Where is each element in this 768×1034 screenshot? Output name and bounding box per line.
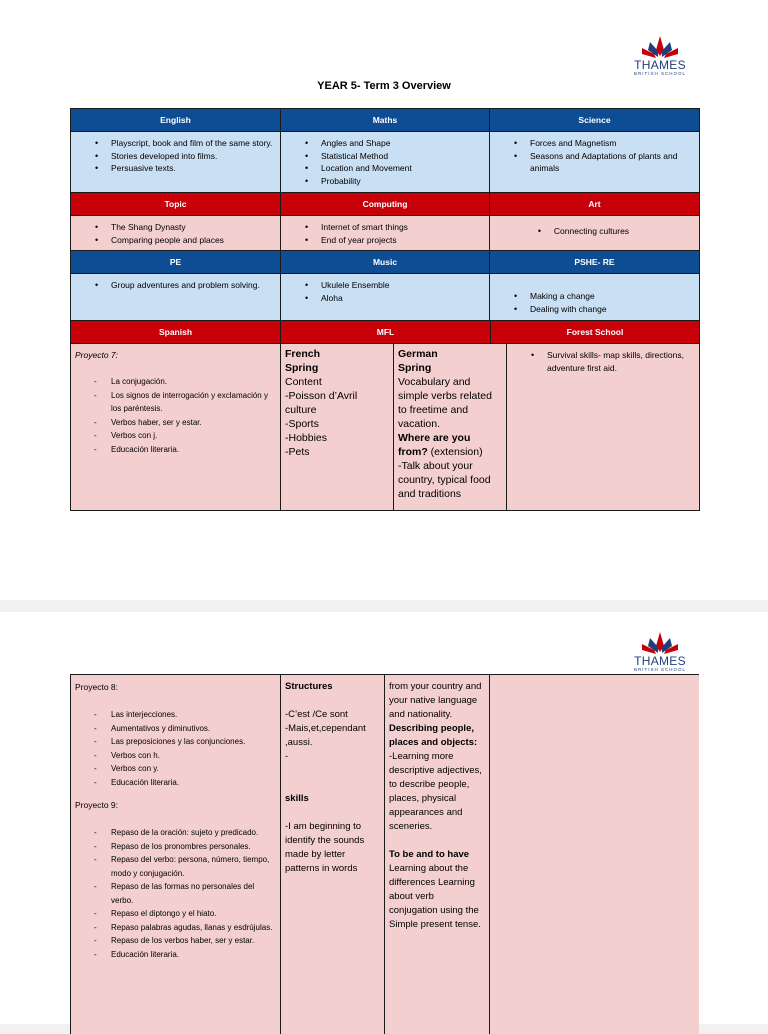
header-art: Art	[490, 193, 700, 216]
header-maths: Maths	[281, 109, 490, 132]
list-item: • Stories developed into films.	[111, 150, 274, 163]
list-item: Content	[285, 375, 389, 389]
list-item: - Verbos con j.	[111, 429, 274, 443]
german-tobe-title: To be and to have	[389, 849, 469, 860]
spanish-cell	[71, 675, 281, 1034]
list-item: - Repaso el diptongo y el hiato.	[111, 907, 274, 921]
overview-table	[70, 108, 700, 511]
german-continued-text: from your country and your native language and nationality.	[389, 680, 485, 722]
logo-tagline: BRITISH SCHOOL	[628, 667, 692, 672]
list-item: -Poisson d’Avril culture	[285, 389, 389, 417]
forest-school-cell	[507, 344, 699, 510]
list-item: • Connecting cultures	[554, 225, 629, 238]
german-subtitle: Where are you from?	[398, 432, 470, 458]
content-row	[71, 675, 700, 1034]
german-term: Spring	[398, 362, 431, 374]
header-pe: PE	[71, 251, 281, 274]
french-term: Spring	[285, 362, 318, 374]
german-tobe-text: Learning about the differences Learning about verb conjugation using the Simple present tense.	[389, 862, 485, 932]
list-item: -C’est /Ce sont	[285, 708, 380, 722]
list-item: - Repaso de los verbos haber, ser y estar.	[111, 934, 274, 948]
science-cell	[490, 132, 700, 193]
list-item: - Repaso del verbo: persona, número, tiempo, modo y conjugación.	[111, 853, 274, 880]
header-computing: Computing	[281, 193, 490, 216]
list-item: - Las interjecciones.	[111, 708, 274, 722]
list-item: • Internet of smart things	[321, 221, 483, 234]
list-item: • End of year projects	[321, 234, 483, 247]
list-item: -Sports	[285, 417, 389, 431]
mfl-forest-group	[281, 344, 700, 511]
header-english: English	[71, 109, 281, 132]
content-row	[71, 132, 700, 193]
german-describe-title: Describing people, places and objects:	[389, 723, 477, 748]
list-item: • Angles and Shape	[321, 137, 483, 150]
german-cell	[385, 675, 490, 1034]
logo-wordmark: THAMES	[628, 654, 692, 668]
french-label: French	[285, 348, 320, 360]
spanish-cell	[71, 344, 281, 511]
computing-cell	[281, 216, 490, 251]
content-row	[71, 344, 700, 511]
page-2	[0, 612, 768, 1024]
header-row	[71, 321, 700, 344]
german-cell	[394, 344, 506, 510]
art-cell	[490, 216, 700, 251]
french-structures-title: Structures	[285, 681, 333, 692]
list-item: - Educación literaria.	[111, 443, 274, 457]
header-forest-school: Forest School	[491, 327, 699, 337]
list-item: • Ukulele Ensemble	[321, 279, 483, 292]
list-item: - Educación literaria.	[111, 948, 274, 962]
list-item: - Las preposiciones y las conjunciones.	[111, 735, 274, 749]
header-music: Music	[281, 251, 490, 274]
list-item: -Mais,et,cependant ,aussi.	[285, 722, 380, 750]
forest-school-cell	[490, 675, 700, 1034]
logo-wordmark: THAMES	[628, 58, 692, 72]
header-row	[71, 193, 700, 216]
list-item: • Dealing with change	[530, 303, 693, 316]
topic-cell	[71, 216, 281, 251]
header-topic: Topic	[71, 193, 281, 216]
list-item: -Pets	[285, 445, 389, 459]
content-row	[71, 274, 700, 321]
list-item: - Aumentativos y diminutivos.	[111, 722, 274, 736]
list-item: - Repaso de las formas no personales del verbo.	[111, 880, 274, 907]
list-item: -Hobbies	[285, 431, 389, 445]
list-item: - Repaso de la oración: sujeto y predicado.	[111, 826, 274, 840]
spanish-project-title: Proyecto 9:	[71, 789, 280, 812]
spanish-project-title: Proyecto 7:	[71, 344, 280, 361]
logo-tagline: BRITISH SCHOOL	[628, 71, 692, 76]
french-cell	[281, 675, 385, 1034]
list-item: Vocabulary and simple verbs related to freetime and vacation.	[398, 375, 502, 431]
list-item: - Verbos con y.	[111, 762, 274, 776]
maths-cell	[281, 132, 490, 193]
list-item: - Verbos con h.	[111, 749, 274, 763]
list-item: • Survival skills- map skills, directions, adventure first aid.	[547, 349, 693, 374]
lotus-icon	[628, 630, 692, 656]
list-item: - Repaso palabras agudas, llanas y esdrújulas.	[111, 921, 274, 935]
spanish-project-title: Proyecto 8:	[71, 675, 280, 694]
school-logo	[628, 630, 692, 672]
french-cell	[281, 344, 393, 510]
header-science: Science	[490, 109, 700, 132]
german-extension: (extension)	[428, 446, 483, 458]
content-row	[71, 216, 700, 251]
header-row	[71, 109, 700, 132]
french-skills-text: -I am beginning to identify the sounds made by letter patterns in words	[285, 820, 380, 876]
list-item: • The Shang Dynasty	[111, 221, 274, 234]
list-item: • Group adventures and problem solving.	[111, 279, 274, 292]
continuation-table	[70, 674, 699, 1034]
list-item: • Forces and Magnetism	[530, 137, 693, 150]
english-cell	[71, 132, 281, 193]
list-item: • Persuasive texts.	[111, 162, 274, 175]
school-logo	[628, 34, 692, 76]
header-pshe: PSHE- RE	[490, 251, 700, 274]
list-item: - Repaso de los pronombres personales.	[111, 840, 274, 854]
pe-cell	[71, 274, 281, 321]
music-cell	[281, 274, 490, 321]
list-item: -	[285, 750, 380, 764]
list-item: -Talk about your country, typical food and traditions	[398, 459, 502, 501]
list-item: • Comparing people and places	[111, 234, 274, 247]
lotus-icon	[628, 34, 692, 60]
list-item: • Location and Movement	[321, 162, 483, 175]
list-item: - La conjugación.	[111, 375, 274, 389]
list-item: • Seasons and Adaptations of plants and animals	[530, 150, 693, 175]
list-item: • Probability	[321, 175, 483, 188]
german-describe-text: -Learning more descriptive adjectives, to describe people, places, physical appearances and sceneries.	[389, 750, 485, 834]
header-row	[71, 251, 700, 274]
list-item: • Statistical Method	[321, 150, 483, 163]
list-item: - Verbos haber, ser y estar.	[111, 416, 274, 430]
list-item: • Playscript, book and film of the same story.	[111, 137, 274, 150]
list-item: - Educación literaria.	[111, 776, 274, 790]
page-title: YEAR 5- Term 3 Overview	[0, 80, 768, 92]
list-item: - Los signos de interrogación y exclamación y los paréntesis.	[111, 389, 274, 416]
list-item: • Making a change	[530, 290, 693, 303]
header-mfl-group	[281, 321, 700, 344]
pshe-cell	[490, 274, 700, 321]
continuation-table-wrap	[70, 674, 699, 1034]
header-spanish: Spanish	[71, 321, 281, 344]
header-mfl: MFL	[281, 327, 490, 337]
list-item: • Aloha	[321, 292, 483, 305]
german-label: German	[398, 348, 438, 360]
french-skills-title: skills	[285, 793, 309, 804]
